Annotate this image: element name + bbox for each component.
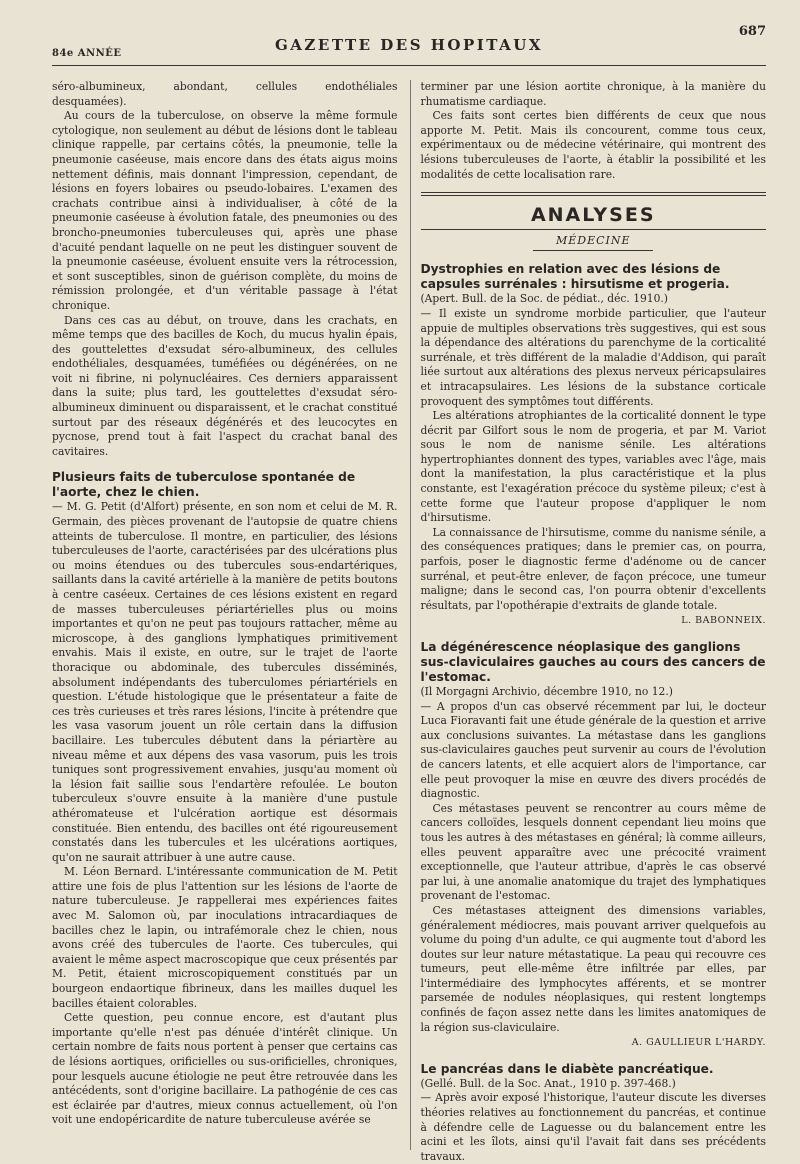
section-heading-analyses: ANALYSES	[530, 204, 656, 227]
paragraph: séro-albumineux, abondant, cellules endothéliales desquamées).	[52, 80, 398, 108]
right-column	[410, 80, 767, 1163]
header-rule	[52, 65, 766, 66]
article-reference: (Apert. Bull. de la Soc. de pédiat., déc. 1910.)	[420, 292, 668, 306]
journal-title: GAZETTE DES HOPITAUX	[274, 36, 543, 54]
subsection-heading-medecine: MÉDECINE	[555, 233, 631, 247]
left-column	[52, 80, 398, 1150]
paragraph: Au cours de la tuberculose, on observe la même formule cytologique, non seulement au début de lésions dont le tableau clinique rappelle, par certains côtés, la pneumonie, telle la pneumonie caséeuse, mais encore dans des états aigus moins nettement définis, mais donnant l'impression, cependant, de lésions en foyers lobaires ou pseudo-lobaires. L'examen des crachats contribue ainsi à individualiser, à côté de la pneumonie caséeuse à évolution fatale, des pneumonies ou des broncho-pneumonies tuberculeuses qui, après une phase d'acuité pendant laquelle on ne peut les distinguer souvent de la pneumonie caséeuse, évoluent ensuite vers la rétrocession, et sont susceptibles, sinon de guérison complète, du moins de rémission prolongée, et d'un véritable passage à l'état chronique.	[52, 109, 398, 312]
article-reference: (Il Morgagni Archivio, décembre 1910, no 12.)	[420, 685, 673, 698]
article-title: Dystrophies en relation avec des lésions de capsules surrénales : hirsutisme et progeria.	[420, 262, 730, 292]
paragraph: — Il existe un syndrome morbide particulier, que l'auteur appuie de multiples observations très suggestives, qui est sous la dépendance des altérations du parenchyme de la corticalité surrénale, et très différent de la maladie d'Addison, qui paraît liée surtout aux altérations des plexus nerveux péricapsulaires et intracapsulaires. Les lésions de la substance corticale provoquent des symptômes tout différents.	[420, 306, 766, 408]
paragraph: Ces métastases peuvent se rencontrer au cours même de cancers colloïdes, lesquels donnent cependant lieu moins que tous les autres à des métastases en général; là comme ailleurs, elles peuvent apparaître avec une précocité vraiment exceptionnelle, que l'auteur attribue, d'après le cas observé par lui, à une anomalie anatomique du trajet des lymphatiques provenant de l'estomac.	[420, 801, 766, 903]
article-title: Plusieurs faits de tuberculose spontanée de l'aorte, chez le chien.	[52, 470, 356, 500]
article-title: La dégénérescence néoplasique des ganglions sus-claviculaires gauches au cours des cancers de l'estomac.	[420, 640, 766, 684]
paragraph: M. Léon Bernard. L'intéressante communication de M. Petit attire une fois de plus l'attention sur les lésions de l'aorte de nature tuberculeuse. Je rappellerai mes expériences faites avec M. Salomon où, par inoculations intracardiaques de bacilles chez le lapin, ou intrafémorale chez le chien, nous avons créé des tubercules de l'aorte. Ces tubercules, qui avaient le même aspect macroscopique que ceux présentés par M. Petit, étaient microscopiquement constitués par un bourgeon endaortique fibrineux, dans les mailles duquel les bacilles étaient colorables.	[52, 865, 398, 1010]
year-label: 84e ANNÉE	[52, 48, 122, 59]
article-reference: (Gellé. Bull. de la Soc. Anat., 1910 p. 397-468.)	[420, 1076, 676, 1090]
section-divider	[421, 192, 767, 196]
paragraph: Les altérations atrophiantes de la corticalité donnent le type décrit par Gilfort sous le nom de progeria, et par M. Variot sous le nom de nanisme sénile. Les altérations hypertrophiantes donnent des types, variables avec l'âge, mais dont la manifestation, la plus caractéristique et la plus constante, est l'exagération précoce du système pileux; c'est à cette forme que l'auteur propose d'appliquer le nom d'hirsutisme.	[420, 409, 766, 525]
paragraph: La connaissance de l'hirsutisme, comme du nanisme sénile, a des conséquences pratiques; dans le premier cas, on pourra, parfois, poser le diagnostic ferme d'adénome ou de cancer surrénal, et peut-être enlever, de façon précoce, une tumeur maligne; dans le second cas, l'on pourra obtenir d'excellents résultats, par l'opothérapie d'extraits de glande totale.	[420, 525, 766, 612]
article-title: Le pancréas dans le diabète pancréatique.	[420, 1061, 714, 1076]
text-columns	[52, 80, 766, 1163]
page-number: 687	[738, 24, 766, 39]
author-signature: A. GAULLIEUR L'HARDY.	[631, 1037, 766, 1049]
paragraph: Ces métastases atteignent des dimensions variables, généralement médiocres, mais pouvant arriver quelquefois au volume du poing d'un adulte, ce qui augmente tout d'abord les doutes sur leur nature métastatique. La peau qui recouvre ces tumeurs, peut elle-même être infiltrée par elles, par l'intermédiaire des lymphocytes afférents, et se montrer parsemée de nodules néoplasiques, qui restent longtemps confinés de façon assez nette dans les limites anatomiques de la région sus-claviculaire.	[420, 903, 766, 1034]
paragraph: Dans ces cas au début, on trouve, dans les crachats, en même temps que des bacilles de Koch, du mucus hyalin épais, des gouttelettes d'exsudat séro-albumineux, des cellules endothéliales, desquamées, tuméfiées ou dégénérées, on ne voit ni fibrine, ni polynucléaires. Ces derniers apparaissent dans la suite; plus tard, les gouttelettes d'exsudat séro-albumineux diminuent ou disparaissent, et le crachat constitué surtout par des réseaux dégénérés et des leucocytes en pycnose, prend tout à fait l'aspect du crachat banal des cavitaires.	[52, 313, 398, 458]
paragraph: — Après avoir exposé l'historique, l'auteur discute les diverses théories relatives au fonctionnement du pancréas, et continue à défendre celle de Laguesse ou du balancement entre les acini et les îlots, ainsi qu'il l'avait fait dans ses précédents travaux.	[420, 1091, 766, 1163]
paragraph: Cette question, peu connue encore, est d'autant plus importante qu'elle n'est pas dénuée d'intérêt clinique. Un certain nombre de faits nous portent à penser que certains cas de lésions aortiques, orificielles ou sus-orificielles, chroniques, pour lesquels aucune étiologie ne peut être retrouvée dans les antécédents, sont d'origine bacillaire. La pathogénie de ces cas est éclairée par d'autres, mieux connus actuellement, où l'on voit une endopéricardite de nature tuberculeuse avérée se	[52, 1011, 398, 1127]
paragraph: terminer par une lésion aortite chronique, à la manière du rhumatisme cardiaque.	[420, 80, 766, 108]
subsection-rule	[533, 250, 653, 251]
paragraph: — M. G. Petit (d'Alfort) présente, en son nom et celui de M. R. Germain, des pièces provenant de l'autopsie de quatre chiens atteints de tuberculose. Il montre, en particulier, des lésions tuberculeuses de l'aorte, caractérisées par des ulcérations plus ou moins étendues ou des tubercules sous-endartériques, saillants dans la cavité artérielle à la manière de petits boutons à centre caséeux. Certaines de ces lésions existent en regard de masses tuberculeuses périartérielles plus ou moins importantes et qu'on ne peut pas toujours rattacher, même au microscope, à des ganglions lymphatiques primitivement envahis. Mais il existe, en outre, sur le trajet de l'aorte thoracique ou abdominale, des tubercules disséminés, absolument indépendants des tuberculomes périartériels en question. L'étude histologique que le présentateur a faite de ces très curieuses et très rares lésions, l'incite à prétendre que les vasa vasorum jouent un rôle certain dans la diffusion bacillaire. Les tubercules débutent dans la périartère au niveau même et aux dépens des vasa vasorum, puis les trois tuniques sont progressivement envahies, jusqu'au moment où la lésion fait saillie sous l'endartère refoulée. Le bouton tuberculeux s'ouvre ensuite à la manière d'une pustule athéromateuse et l'ulcération aortique est désormais constituée. Bien entendu, des bacilles ont été rigoureusement constatés dans les tubercules et les ulcérations aortiques, qu'on ne saurait attribuer à une autre cause.	[52, 500, 398, 864]
paragraph: Ces faits sont certes bien différents de ceux que nous apporte M. Petit. Mais ils concourent, comme tous ceux, expérimentaux ou de médecine vétérinaire, qui montrent des lésions tuberculeuses de l'aorte, à établir la possibilité et les modalités de cette localisation rare.	[420, 109, 766, 181]
heading-rule	[421, 229, 767, 230]
page-header	[52, 22, 766, 66]
author-signature: L. BABONNEIX.	[681, 615, 766, 627]
paragraph: — A propos d'un cas observé récemment par lui, le docteur Luca Fioravanti fait une étude générale de la question et arrive aux conclusions suivantes. La métastase dans les ganglions sus-claviculaires gauches peut survenir au cours de l'évolution de cancers latents, et elle acquiert alors de l'importance, car elle peut provoquer la mise en œuvre des divers procédés de diagnostic.	[420, 699, 766, 801]
